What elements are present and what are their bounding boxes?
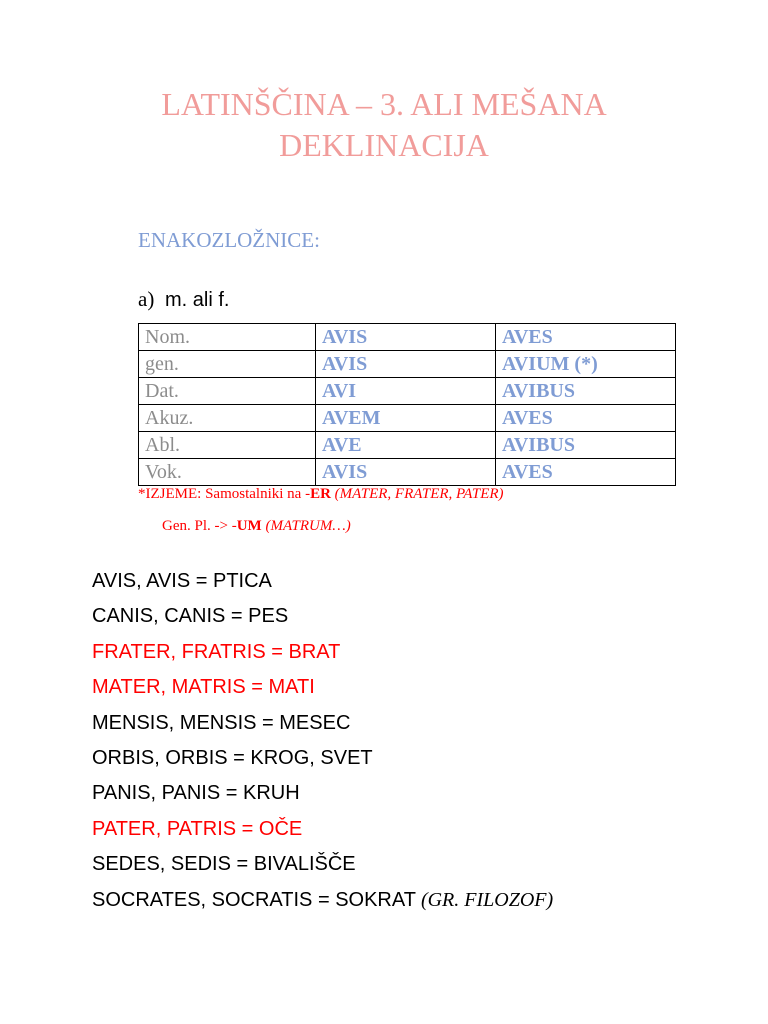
table-row	[139, 405, 676, 432]
case-cell: Abl.	[139, 432, 316, 459]
exception-note-examples: (MATER, FRATER, PATER)	[330, 486, 504, 502]
singular-cell: AVE	[316, 432, 496, 459]
plural-cell: AVIBUS	[496, 432, 676, 459]
plural-cell: AVIUM (*)	[496, 351, 676, 378]
vocab-text: ORBIS, ORBIS = KROG, SVET	[92, 746, 373, 769]
table-row	[139, 324, 676, 351]
vocab-text: CANIS, CANIS = PES	[92, 605, 289, 628]
vocab-item	[92, 564, 553, 599]
vocabulary-list	[92, 564, 553, 918]
vocab-item	[92, 670, 553, 705]
singular-cell: AVIS	[316, 459, 496, 486]
table-row	[139, 378, 676, 405]
singular-cell: AVEM	[316, 405, 496, 432]
vocab-note: (GR. FILOZOF)	[415, 888, 554, 911]
vocab-text: PATER, PATRIS = OČE	[92, 817, 303, 840]
genitive-plural-example: (MATRUM…)	[261, 518, 351, 534]
list-label-text: m. ali f.	[165, 289, 230, 311]
case-cell: Dat.	[139, 378, 316, 405]
vocab-text: AVIS, AVIS = PTICA	[92, 570, 272, 592]
vocab-text: MATER, MATRIS = MATI	[92, 676, 315, 699]
plural-cell: AVES	[496, 459, 676, 486]
title-line-1: LATINŠČINA – 3. ALI MEŠANA	[161, 86, 607, 122]
section-heading: ENAKOZLOŽNICE:	[138, 228, 320, 252]
singular-cell: AVIS	[316, 351, 496, 378]
genitive-plural-ending: UM	[236, 518, 262, 534]
plural-cell: AVIBUS	[496, 378, 676, 405]
table-row	[139, 351, 676, 378]
title-line-2: DEKLINACIJA	[279, 127, 489, 163]
vocab-item	[92, 741, 553, 776]
table-row	[139, 459, 676, 486]
vocab-item	[92, 883, 553, 918]
vocab-text: SOCRATES, SOCRATIS = SOKRAT	[92, 888, 416, 911]
case-cell: Akuz.	[139, 405, 316, 432]
vocab-item	[92, 847, 553, 882]
case-cell: Nom.	[139, 324, 316, 351]
exception-note-prefix: *IZJEME: Samostalniki na -	[138, 486, 311, 502]
vocab-item	[92, 812, 553, 847]
vocab-text: SEDES, SEDIS = BIVALIŠČE	[92, 853, 356, 876]
vocab-text: PANIS, PANIS = KRUH	[92, 782, 300, 805]
plural-cell: AVES	[496, 405, 676, 432]
vocab-text: FRATER, FRATRIS = BRAT	[92, 640, 341, 663]
singular-cell: AVIS	[316, 324, 496, 351]
case-cell: gen.	[139, 351, 316, 378]
singular-cell: AVI	[316, 378, 496, 405]
vocab-item	[92, 635, 553, 670]
exception-note-ending: ER	[310, 486, 331, 502]
genitive-plural-note	[162, 518, 351, 535]
vocab-item	[92, 776, 553, 811]
list-number: a)	[138, 287, 155, 311]
genitive-plural-prefix: Gen. Pl. -> -	[162, 518, 237, 534]
exception-note	[138, 486, 504, 503]
vocab-item	[92, 599, 553, 634]
table-row	[139, 432, 676, 459]
vocab-item	[92, 706, 553, 741]
page-title	[0, 84, 768, 166]
case-cell: Vok.	[139, 459, 316, 486]
declension-table	[138, 323, 676, 486]
vocab-text: MENSIS, MENSIS = MESEC	[92, 711, 351, 734]
plural-cell: AVES	[496, 324, 676, 351]
list-label	[138, 287, 229, 312]
